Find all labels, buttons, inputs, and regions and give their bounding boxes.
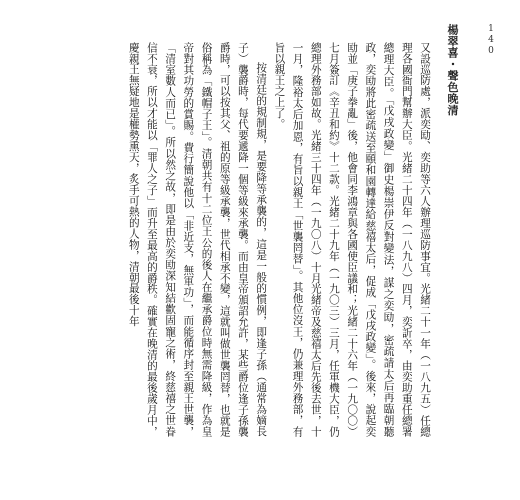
paragraph: 按清廷的規制規，是要降等承襲的，這是一般的慣例，即逢子孫（通常為嫡長子）襲爵時，每代要遞降一個等級來承襲。而由皇帝頒詔允許，某些爵位逢子孫襲爵時，可以按其父、祖的原等級承襲，世代相承不變，這就叫做世襲罔替，也就是俗稱為「鐵帽子王」。清朝共有十二位王公的後人在繼承爵位時無需降級，作為皇帝對其功勞的賞賜。費行簡說他以「非近支，無軍功」，而能循序封至親王世襲，「清室數人而已」。所以然之故，即是由於奕劻深知結歡固寵之術，終慈禧之世眷信不衰，所以才能以「罪人之子」而升至最高的爵秩。確實在晚清的最後歲月中，慶親王無疑地是權勢熏天，炙手可熱的人物，清朝最後十年 [127, 42, 268, 437]
paragraph: 又設巡防處，派奕劻、奕助等六人辦理巡防事宜。光緒二十一年（一八九五）任總理各國衙門幫辦大臣。光緒二十四年（一八九八）四月，奕訢卒，由奕助重任總署總理大臣。「戊戌政變」御史楊崇伊反對變法，謀之奕劻，密疏請太后再臨朝聽政，奕劻將此密疏送至頤和園轉達給慈禧太后，促成「戊戌政變」。後來，說起奕劻並「庚子拳亂」後，他會同李鴻章與各國使臣議和；光緒二十六年（一九〇〇）七月簽訂《辛丑和約》十二款。光緒二十九年（一九〇三）三月，任軍機大臣，仍總理外務部如故。光緒三十四年（一九〇八）十月光緒帝及慈禧太后先後去世，十一月，隆裕太后加恩，有旨以親王「世襲罔替」。其他位沒王，仍兼理外務部，有旨以親王之上了。 [273, 42, 431, 437]
running-head: 楊翠喜・聲色晚清 [446, 24, 459, 116]
page-number: 140 [486, 24, 496, 57]
body-text [104, 42, 434, 437]
